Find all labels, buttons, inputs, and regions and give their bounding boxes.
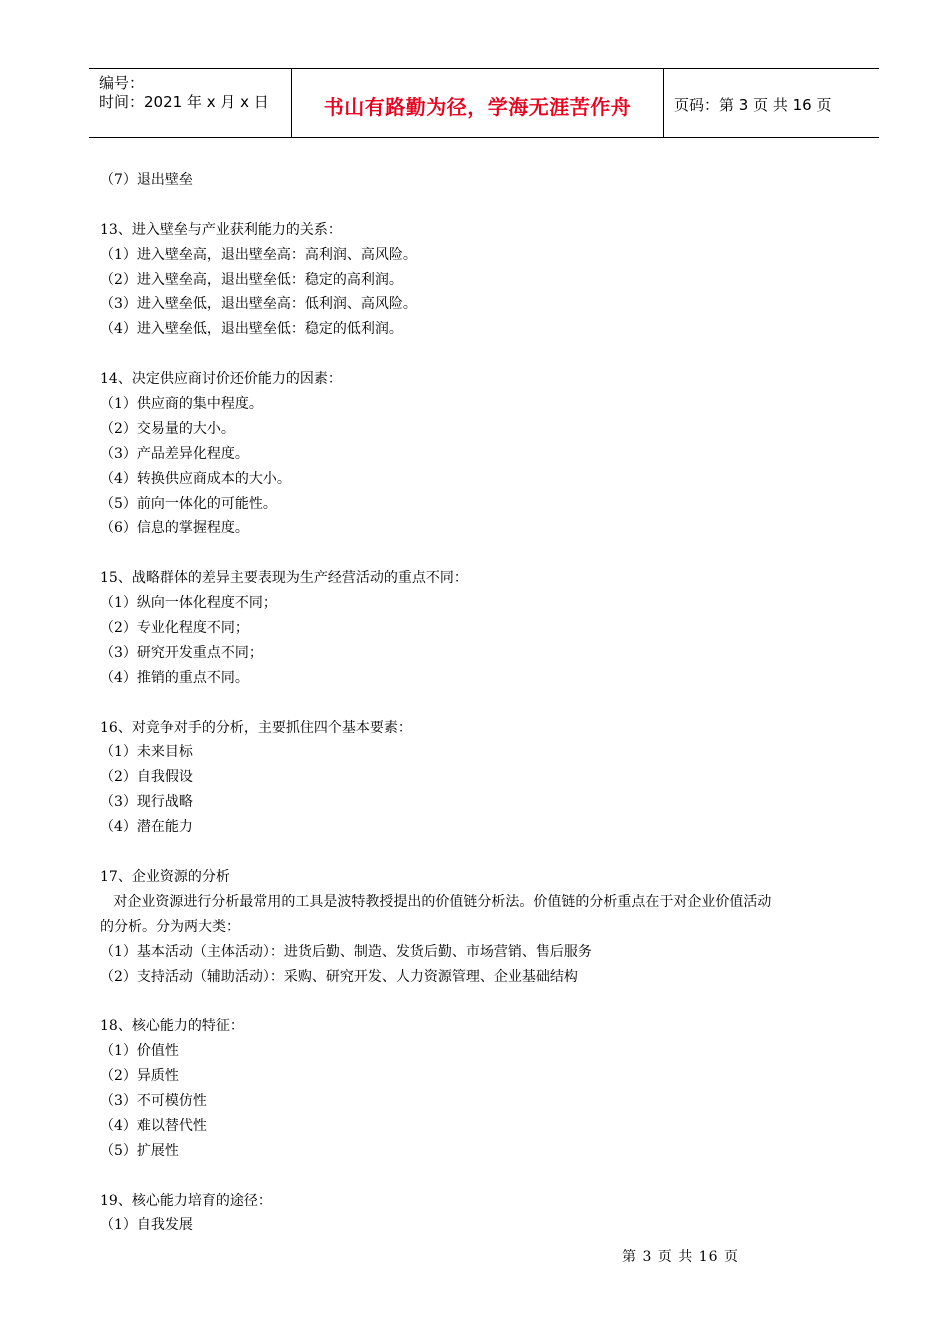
header-motto: 书山有路勤为径，学海无涯苦作舟 bbox=[323, 95, 632, 119]
blank-line bbox=[100, 691, 875, 716]
text-line: （4）转换供应商成本的大小。 bbox=[100, 470, 291, 487]
page-header bbox=[89, 68, 879, 138]
text-line: （3）产品差异化程度。 bbox=[100, 445, 249, 462]
text-line: （2）进入壁垒高，退出壁垒低：稳定的高利润。 bbox=[100, 271, 403, 288]
text-line: （4）潜在能力 bbox=[100, 819, 193, 836]
text-line: （2）异质性 bbox=[100, 1068, 179, 1085]
page-footer: 第 3 页 共 16 页 bbox=[622, 1249, 739, 1265]
header-motto-cell bbox=[291, 69, 664, 137]
text-line: （4）难以替代性 bbox=[100, 1117, 207, 1134]
text-line: 13、进入壁垒与产业获利能力的关系： bbox=[100, 221, 342, 238]
text-line: （1）纵向一体化程度不同； bbox=[100, 595, 277, 612]
text-line: （3）现行战略 bbox=[100, 794, 193, 811]
text-line: 15、战略群体的差异主要表现为生产经营活动的重点不同： bbox=[100, 570, 468, 587]
text-line: （4）推销的重点不同。 bbox=[100, 669, 249, 686]
header-number-label: 编号： bbox=[99, 74, 145, 92]
blank-line bbox=[100, 840, 875, 865]
text-line: （2）专业化程度不同； bbox=[100, 620, 249, 637]
text-line: （2）交易量的大小。 bbox=[100, 420, 235, 437]
text-line: （7）退出壁垒 bbox=[100, 172, 193, 188]
blank-line bbox=[100, 193, 875, 218]
text-line: （1）未来目标 bbox=[100, 744, 193, 761]
blank-line bbox=[100, 342, 875, 367]
text-line: （6）信息的掌握程度。 bbox=[100, 520, 249, 537]
text-line: （5）前向一体化的可能性。 bbox=[100, 495, 277, 512]
header-page-cell bbox=[664, 69, 879, 137]
text-line: 18、核心能力的特征： bbox=[100, 1018, 244, 1035]
document-body bbox=[100, 168, 875, 1238]
text-line: 14、决定供应商讨价还价能力的因素： bbox=[100, 371, 342, 388]
text-line: （1）基本活动（主体活动）：进货后勤、制造、发货后勤、市场营销、售后服务 bbox=[100, 943, 592, 960]
text-line: 16、对竞争对手的分析，主要抓住四个基本要素： bbox=[100, 719, 412, 736]
text-line: （3）不可模仿性 bbox=[100, 1092, 207, 1109]
text-line: （1）进入壁垒高，退出壁垒高：高利润、高风险。 bbox=[100, 246, 417, 263]
header-page-info: 页码：第 3 页 共 16 页 bbox=[674, 96, 832, 114]
text-line: （2）自我假设 bbox=[100, 769, 193, 786]
text-line: （3）进入壁垒低，退出壁垒高：低利润、高风险。 bbox=[100, 296, 417, 313]
header-left-cell bbox=[89, 69, 291, 137]
blank-line bbox=[100, 1164, 875, 1189]
text-line: （1）供应商的集中程度。 bbox=[100, 396, 263, 413]
text-line: （4）进入壁垒低，退出壁垒低：稳定的低利润。 bbox=[100, 321, 403, 338]
text-line: （5）扩展性 bbox=[100, 1142, 179, 1159]
text-line: （1）自我发展 bbox=[100, 1217, 193, 1234]
header-time-label: 时间：2021 年 x 月 x 日 bbox=[99, 93, 269, 111]
blank-line bbox=[100, 541, 875, 566]
text-line: 对企业资源进行分析最常用的工具是波特教授提出的价值链分析法。价值链的分析重点在于对企业价值活动 bbox=[100, 893, 772, 910]
blank-line bbox=[100, 989, 875, 1014]
text-line: （2）支持活动（辅助活动）：采购、研究开发、人力资源管理、企业基础结构 bbox=[100, 968, 578, 985]
text-line: 17、企业资源的分析 bbox=[100, 868, 230, 885]
text-line: （1）价值性 bbox=[100, 1043, 179, 1060]
text-line: 的分析。分为两大类： bbox=[100, 918, 240, 935]
text-line: （3）研究开发重点不同； bbox=[100, 644, 263, 661]
text-line: 19、核心能力培育的途径： bbox=[100, 1192, 272, 1209]
